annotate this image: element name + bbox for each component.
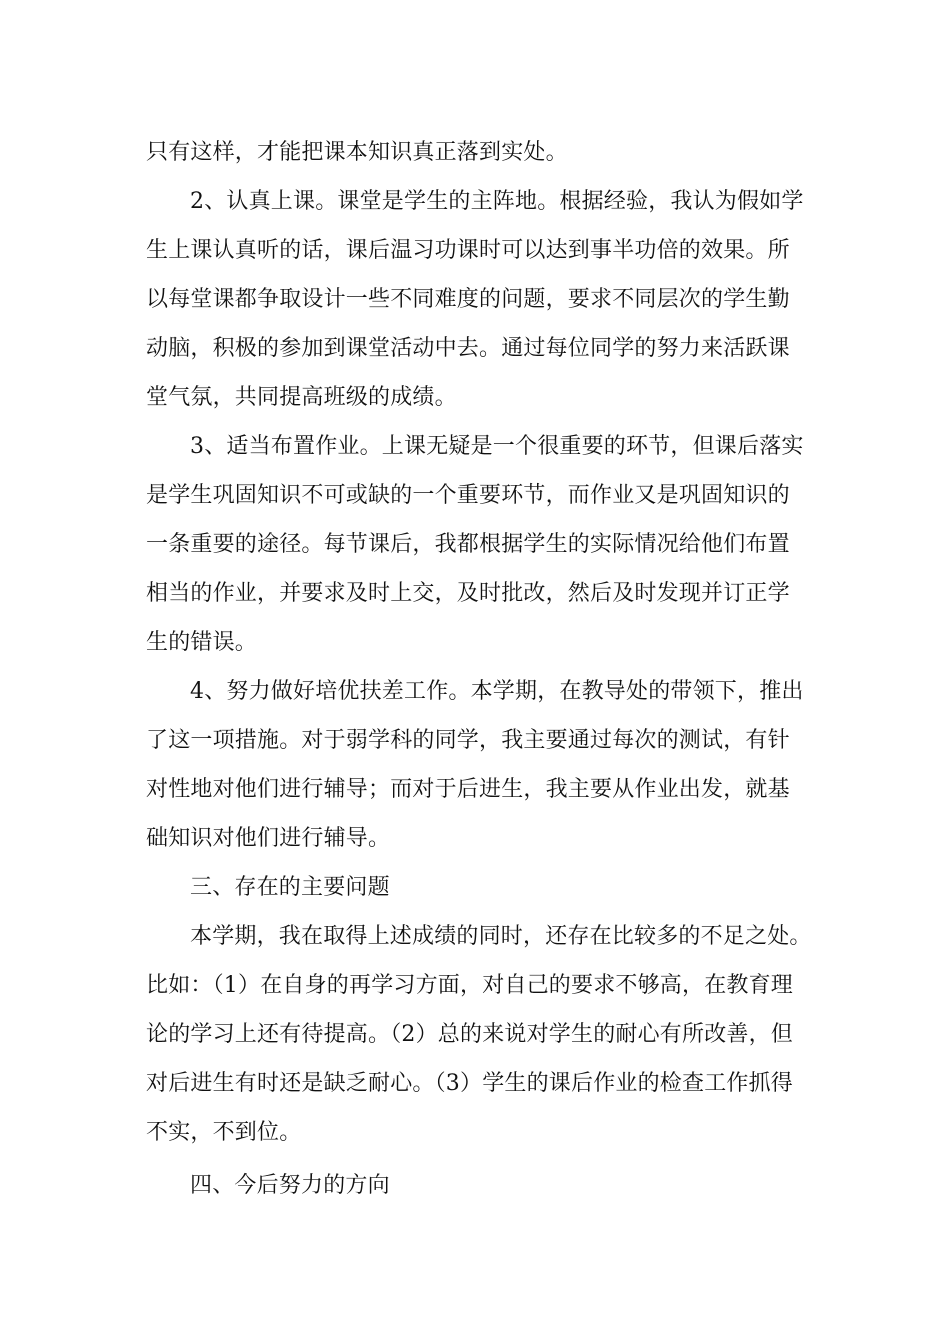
section-heading: 三、存在的主要问题 — [190, 875, 390, 900]
text-line: 是学生巩固知识不可或缺的一个重要环节，而作业又是巩固知识的 — [146, 483, 790, 508]
text-line: 对性地对他们进行辅导；而对于后进生，我主要从作业出发，就基 — [146, 777, 790, 802]
text-line: 础知识对他们进行辅导。 — [146, 826, 391, 851]
text-line: 以每堂课都争取设计一些不同难度的问题，要求不同层次的学生勤 — [146, 287, 790, 312]
text-line: 堂气氛，共同提高班级的成绩。 — [146, 385, 457, 410]
text-line: 对后进生有时还是缺乏耐心。（3）学生的课后作业的检查工作抓得 — [146, 1071, 793, 1096]
text-line: 生的错误。 — [146, 630, 258, 655]
text-line: 2、认真上课。课堂是学生的主阵地。根据经验，我认为假如学 — [190, 189, 804, 214]
text-line: 一条重要的途径。每节课后，我都根据学生的实际情况给他们布置 — [146, 532, 790, 557]
section-heading: 四、今后努力的方向 — [190, 1173, 390, 1198]
text-line: 相当的作业，并要求及时上交，及时批改，然后及时发现并订正学 — [146, 581, 790, 606]
text-line: 4、努力做好培优扶差工作。本学期，在教导处的带领下，推出 — [190, 679, 804, 704]
text-line: 只有这样，才能把课本知识真正落到实处。 — [146, 140, 568, 165]
text-line: 3、适当布置作业。上课无疑是一个很重要的环节，但课后落实 — [190, 434, 804, 459]
text-line: 动脑，积极的参加到课堂活动中去。通过每位同学的努力来活跃课 — [146, 336, 790, 361]
text-line: 比如：（1）在自身的再学习方面，对自己的要求不够高，在教育理 — [146, 973, 793, 998]
text-line: 生上课认真听的话，课后温习功课时可以达到事半功倍的效果。所 — [146, 238, 790, 263]
document-body — [146, 128, 816, 1210]
text-line: 本学期，我在取得上述成绩的同时，还存在比较多的不足之处。 — [190, 924, 812, 949]
text-line: 了这一项措施。对于弱学科的同学，我主要通过每次的测试，有针 — [146, 728, 790, 753]
text-line: 论的学习上还有待提高。（2）总的来说对学生的耐心有所改善，但 — [146, 1022, 793, 1047]
text-line: 不实，不到位。 — [146, 1120, 302, 1145]
